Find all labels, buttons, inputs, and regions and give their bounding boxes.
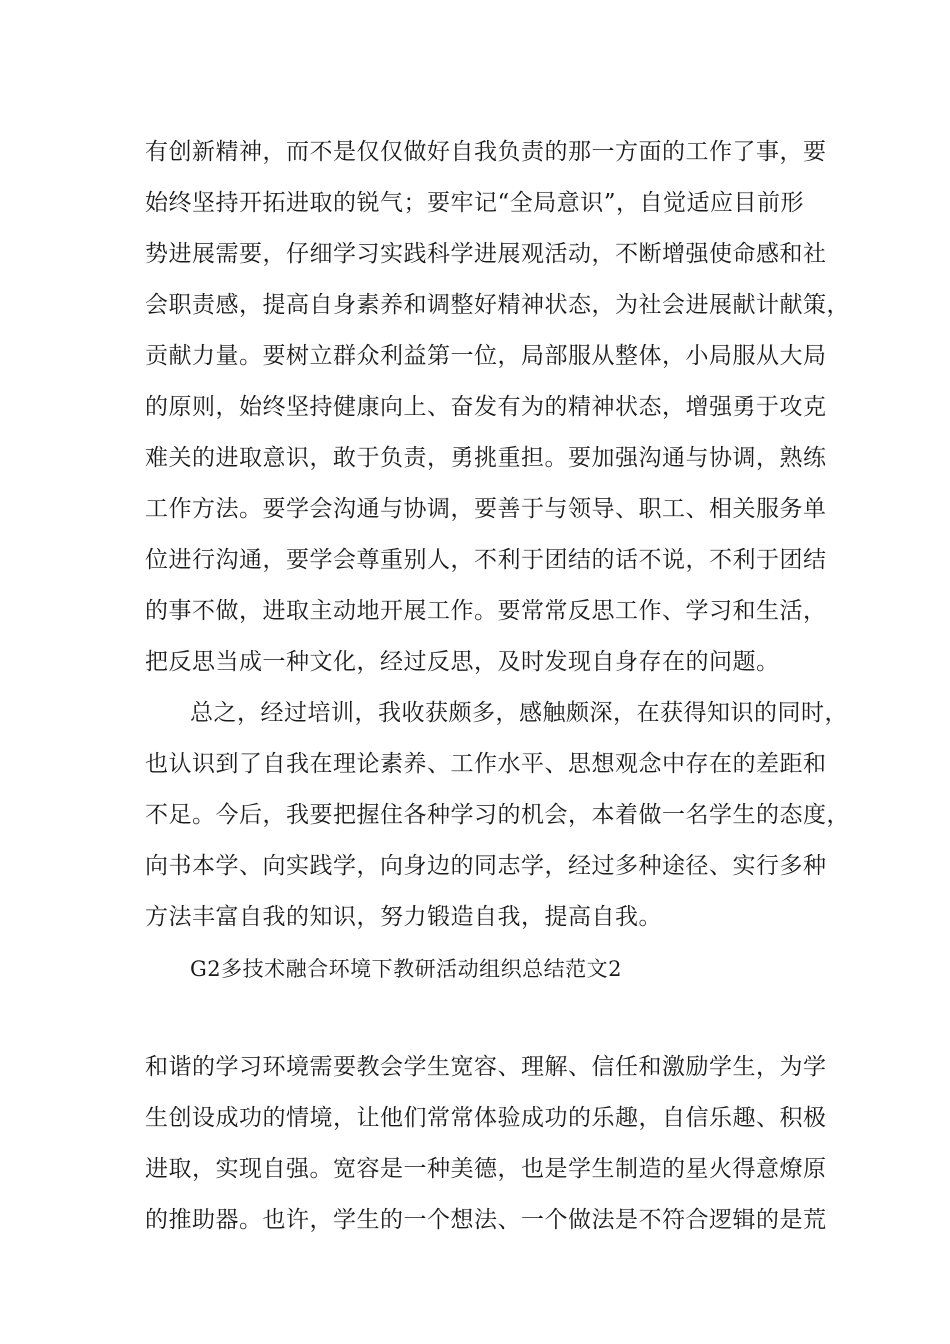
paragraph-line: 总之，经过培训，我收获颇多，感触颇深，在获得知识的同时，: [190, 700, 848, 726]
paragraph-line: 始终坚持开拓进取的锐气；要牢记“全局意识”，自觉适应目前形: [145, 190, 805, 216]
paragraph-line: 也认识到了自我在理论素养、工作水平、思想观念中存在的差距和: [145, 751, 827, 777]
paragraph-line: 进取，实现自强。宽容是一种美德，也是学生制造的星火得意燎原: [145, 1156, 827, 1182]
paragraph-line: 方法丰富自我的知识，努力锻造自我，提高自我。: [145, 904, 662, 930]
paragraph-line: 难关的进取意识，敢于负责，勇挑重担。要加强沟通与协调，熟练: [145, 445, 827, 471]
paragraph-line: 位进行沟通，要学会尊重别人，不利于团结的话不说，不利于团结: [145, 547, 827, 573]
paragraph-line: 不足。今后，我要把握住各种学习的机会，本着做一名学生的态度，: [145, 802, 850, 828]
section-heading: G2多技术融合环境下教研活动组织总结范文2: [190, 957, 622, 981]
paragraph-line: 势进展需要，仔细学习实践科学进展观活动，不断增强使命感和社: [145, 241, 827, 267]
paragraph-line: 贡献力量。要树立群众利益第一位，局部服从整体，小局服从大局: [145, 343, 827, 369]
paragraph-line: 有创新精神，而不是仅仅做好自我负责的那一方面的工作了事，要: [145, 139, 827, 165]
paragraph-line: 工作方法。要学会沟通与协调，要善于与领导、职工、相关服务单: [145, 496, 827, 522]
paragraph-line: 和谐的学习环境需要教会学生宽容、理解、信任和激励学生，为学: [145, 1054, 827, 1080]
paragraph-line: 把反思当成一种文化，经过反思，及时发现自身存在的问题。: [145, 649, 780, 675]
paragraph-line: 的推助器。也许，学生的一个想法、一个做法是不符合逻辑的是荒: [145, 1207, 827, 1233]
paragraph-line: 生创设成功的情境，让他们常常体验成功的乐趣，自信乐趣、积极: [145, 1105, 827, 1131]
paragraph-line: 的事不做，进取主动地开展工作。要常常反思工作、学习和生活，: [145, 598, 827, 624]
paragraph-line: 会职责感，提高自身素养和调整好精神状态，为社会进展献计献策，: [145, 292, 850, 318]
paragraph-line: 向书本学、向实践学，向身边的同志学，经过多种途径、实行多种: [145, 853, 827, 879]
paragraph-line: 的原则，始终坚持健康向上、奋发有为的精神状态，增强勇于攻克: [145, 394, 827, 420]
